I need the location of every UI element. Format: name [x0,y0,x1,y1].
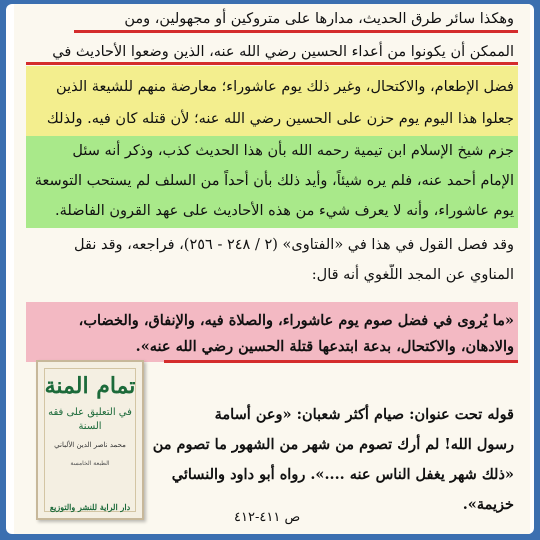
text-line: الإمام أحمد عنه، فلم يره شيئاً، وأيد ذلك بأن أحداً من السلف لم يستحب التوسعة [34,173,514,189]
screenshot-frame [6,4,534,534]
quote-line: والادهان، والاكتحال، بدعة ابتدعها قتلة الحسين رضي الله عنه». [135,338,514,355]
book-author: محمد ناصر الدين الألباني [54,441,126,449]
quote-line: «ما يُروى في فضل صوم يوم عاشوراء، والصلاة فيه، والإنفاق، والخضاب، [78,312,514,329]
text-line: وهكذا سائر طرق الحديث، مدارها على متروكين أو مجهولين، ومن [124,11,514,27]
text-line: المناوي عن المجد اللُّغوي أنه قال: [311,267,514,283]
text-line: «ذلك شهر يغفل الناس عنه ....». رواه أبو داود والنسائي [171,466,514,483]
book-publisher: دار الراية للنشر والتوزيع [49,502,131,512]
text-line: وقد فصل القول في هذا في «الفتاوى» (٢ / ٢٤٨ - ٢٥٦)، فراجعه، وقد نقل [74,237,514,253]
text-line: يوم عاشوراء، وأنه لا يعرف شيء من هذه الأحاديث على عهد القرون الفاضلة. [55,203,514,219]
text-line: خزيمة». [462,496,514,513]
text-line: جعلوا هذا اليوم يوم حزن على الحسين رضي الله عنه؛ لأن قتله كان فيه. ولذلك [46,111,514,127]
page-reference: ص ٤١١-٤١٢ [234,510,301,525]
book-cover-image [36,360,144,520]
book-page [14,4,530,534]
text-line: فضل الإطعام، والاكتحال، وغير ذلك يوم عاشوراء؛ معارضة منهم للشيعة الذين [56,79,514,95]
book-subtitle: في التعليق على فقه السنة [48,407,132,432]
text-line: جزم شيخ الإسلام ابن تيمية رحمه الله بأن هذا الحديث كذب، وذكر أنه سئل [72,143,514,159]
red-underline-top [74,30,518,33]
book-title: تمام المنة [44,373,136,399]
red-underline-quote [164,360,518,363]
text-line: قوله تحت عنوان: صيام أكثر شعبان: «وعن أسامة [214,406,514,423]
text-line: الممكن أن يكونوا من أعداء الحسين رضي الله عنه، الذين وضعوا الأحاديث في [52,44,514,60]
text-line: رسول الله! لم أرك تصوم من شهر من الشهور ما تصوم من [152,436,514,453]
book-edition: الطبعة الخامسة [70,460,110,467]
